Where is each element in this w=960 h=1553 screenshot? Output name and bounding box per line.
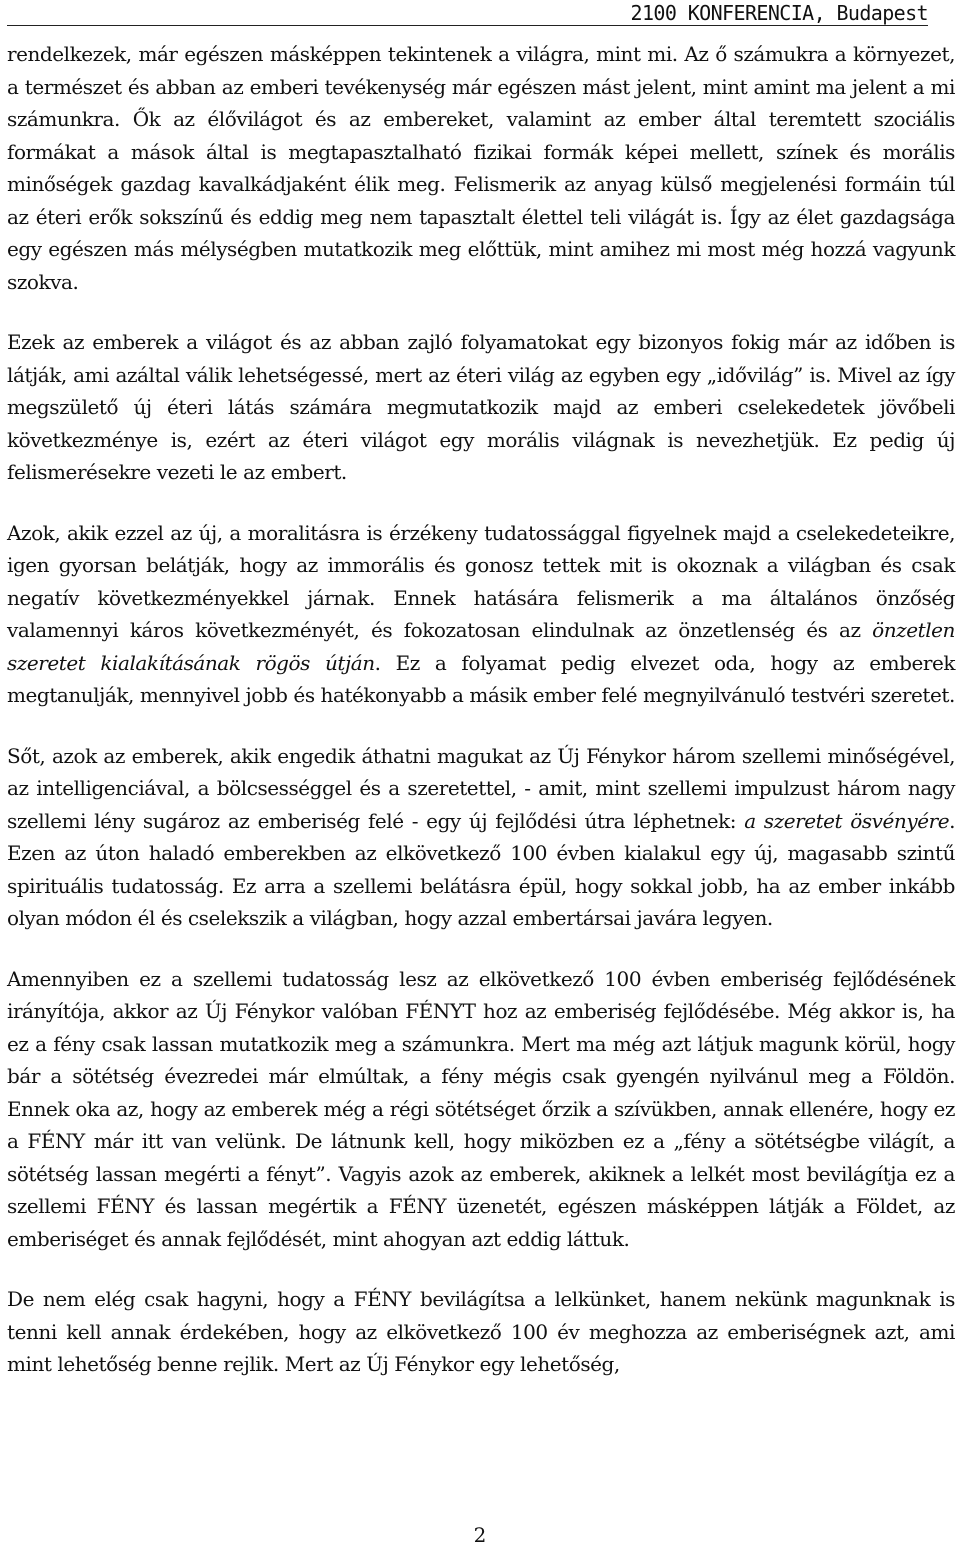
header-divider xyxy=(7,25,928,26)
page-number: 2 xyxy=(473,1523,487,1547)
paragraph-4 xyxy=(7,740,955,935)
paragraph-3-text-end: . Ez a folyamat pedig elvezet oda, hogy az emberek megtanulják, mennyivel jobb és hatékonyabb a másik ember felé megnyilvánuló testvéri szeretet. xyxy=(7,650,956,707)
paragraph-3-emphasis: önzetlen szeretet kialakításának rögös útján xyxy=(7,618,955,675)
page-body xyxy=(7,38,955,1409)
paragraph-2: Ezek az emberek a világot és az abban zajló folyamatokat egy bizonyos fokig már az időben is látják, ami azáltal válik lehetségessé, mert az éteri világ az egyben egy „idővilág” is. Mivel az így megszülető új éteri látás számára megmutatkozik majd az emberi cselekedetek jövőbeli következménye is, ezért az éteri világot egy morális világnak is nevezhetjük. Ez pedig új felismerésekre vezeti le az embert. xyxy=(7,330,955,484)
paragraph-4-emphasis: a szeretet ösvényére xyxy=(744,808,950,833)
running-header: 2100 KONFERENCIA, Budapest xyxy=(630,1,928,25)
paragraph-6: De nem elég csak hagyni, hogy a FÉNY bevilágítsa a lelkünket, hanem nekünk magunknak is tenni kell annak érdekében, hogy az elkövetkező 100 év meghozza az emberiségnek azt, ami mint lehetőség benne rejlik. Mert az Új Fénykor egy lehetőség, xyxy=(7,1287,955,1376)
paragraph-5: Amennyiben ez a szellemi tudatosság lesz az elkövetkező 100 évben emberiség fejlődésének irányítója, akkor az Új Fénykor valóban FÉNYT hoz az emberiség fejlődésébe. Még akkor is, ha ez a fény csak lassan mutatkozik meg a számunkra. Mert ma még azt látjuk magunk körül, hogy bár a sötétség évezredei már elmúltak, a fény mégis csak gyengén nyilvánul meg a Földön. Ennek oka az, hogy az emberek még a régi sötétséget őrzik a szívükben, annak ellenére, hogy ez a FÉNY már itt van velünk. De látnunk kell, hogy miközben ez a „fény a sötétségbe világít, a sötétség lassan megérti a fényt”. Vagyis azok az emberek, akiknek a lelkét most bevilágítja ez a szellemi FÉNY és lassan megértik a FÉNY üzenetét, egészen másképpen látják a Földet, az emberiséget és annak fejlődését, mint ahogyan azt eddig láttuk. xyxy=(7,966,955,1251)
paragraph-3-text-start: Azok, akik ezzel az új, a moralitásra is érzékeny tudatossággal figyelnek majd a cselekedeteikre, igen gyorsan belátják, hogy az immorális és gonosz tettek mit is okoznak a világban és csak negatív következményekkel járnak. Ennek hatására felismerik a ma általános önzőség valamennyi káros következményét, és fokozatosan elindulnak az önzetlenség és az xyxy=(7,520,955,642)
paragraph-3 xyxy=(7,517,955,712)
paragraph-4-text-start: Sőt, azok az emberek, akik engedik áthatni magukat az Új Fénykor három szellemi minőségével, az intelligenciával, a bölcsességgel és a szeretettel, - amit, mint szellemi impulzust három nagy szellemi lény sugároz az emberiség felé - egy új fejlődési útra léphetnek: xyxy=(7,743,955,833)
paragraph-4-text-end: . Ezen az úton haladó emberekben az elkövetkező 100 évben kialakul egy új, magasabb szintű spirituális tudatosság. Ez arra a szellemi belátásra épül, hogy sokkal jobb, ha az ember inkább olyan módon él és cselekszik a világban, hogy azzal embertársai javára legyen. xyxy=(7,808,956,930)
paragraph-1: rendelkezek, már egészen másképpen tekintenek a világra, mint mi. Az ő számukra a környezet, a természet és abban az emberi tevékenység már egészen mást jelent, mint amint ma jelent a mi számunkra. Ők az élővilágot és az embereket, valamint az ember által teremtett szociális formákat a mások által is megtapasztalható fizikai formák képei mellett, színek és morális minőségek gazdag kavalkádjaként élik meg. Felismerik az anyag külső megjelenési formáin túl az éteri erők sokszínű és eddig meg nem tapasztalt élettel teli világát is. Így az élet gazdagsága egy egészen más mélységben mutatkozik meg előttük, mint amihez mi most még hozzá vagyunk szokva. xyxy=(7,42,955,294)
